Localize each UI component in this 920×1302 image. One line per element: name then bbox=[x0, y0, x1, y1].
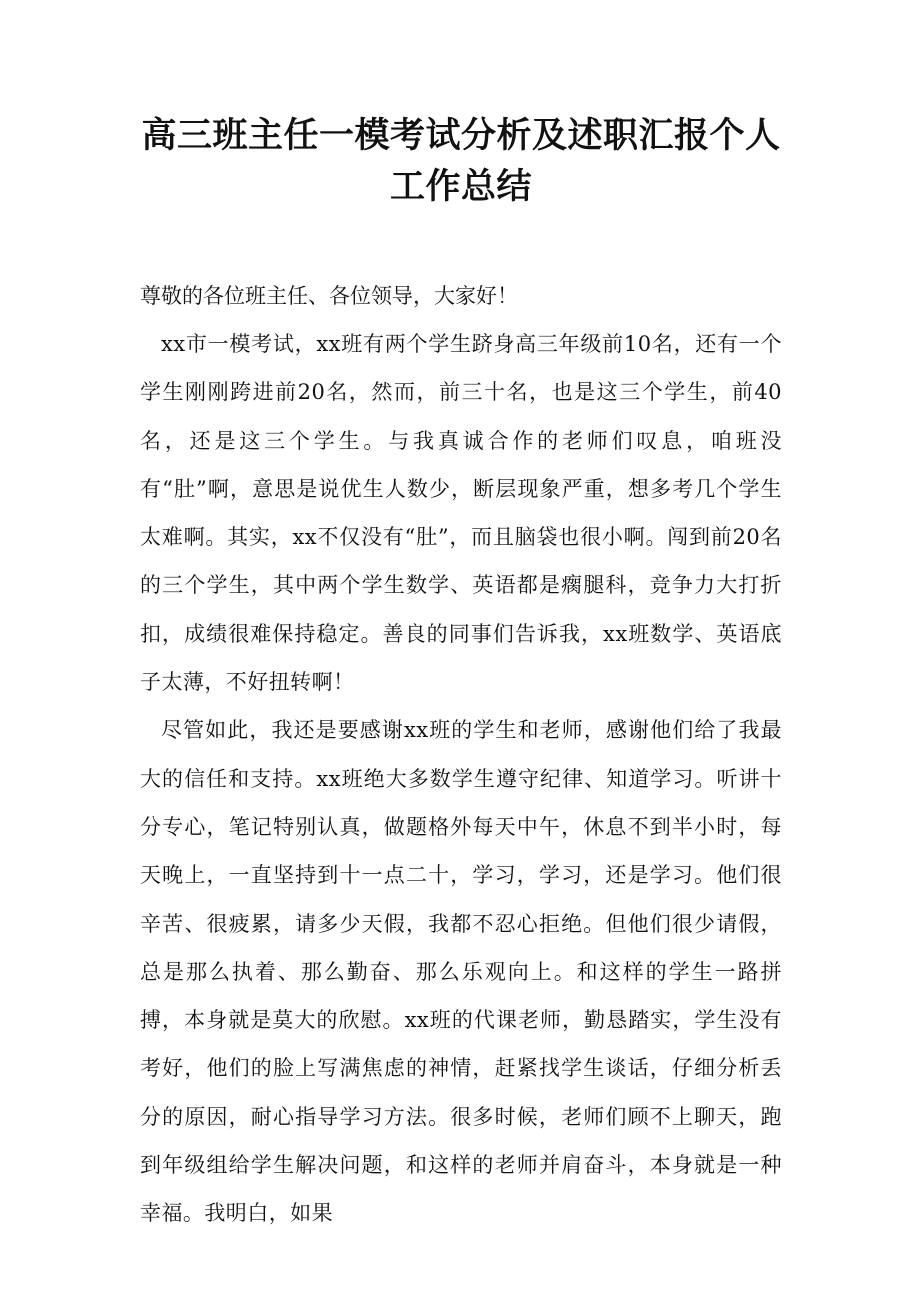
salutation: 尊敬的各位班主任、各位领导，大家好！ bbox=[140, 284, 518, 308]
paragraph-2: 尽管如此，我还是要感谢xx班的学生和老师，感谢他们给了我最大的信任和支持。xx班绝大多数学生遵守纪律、知道学习。听讲十分专心，笔记特别认真，做题格外每天中午，休息不到半小时，每天晚上，一直坚持到十一点二十，学习，学习，还是学习。他们很辛苦、很疲累，请多少天假，我都不忍心拒绝。但他们很少请假，总是那么执着、那么勤奋、那么乐观向上。和这样的学生一路拼搏，本身就是莫大的欣慰。xx班的代课老师，勤恳踏实，学生没有考好，他们的脸上写满焦虑的神情，赶紧找学生谈话，仔细分析丢分的原因，耐心指导学习方法。很多时候，老师们顾不上聊天，跑到年级组给学生解决问题，和这样的老师并肩奋斗，本身就是一种幸福。我明白，如果 bbox=[140, 718, 782, 1226]
title-line-1: 高三班主任一模考试分析及述职汇报个人 bbox=[141, 115, 781, 156]
title-line-2: 工作总结 bbox=[389, 166, 532, 207]
paragraph-1: xx市一模考试，xx班有两个学生跻身高三年级前10名，还有一个学生刚刚跨进前20名，然而，前三十名，也是这三个学生，前40名，还是这三个学生。与我真诚合作的老师们叹息，咱班没有“肚”啊，意思是说优生人数少，断层现象严重，想多考几个学生太难啊。其实，xx不仅没有“肚”，而且脑袋也很小啊。闯到前20名的三个学生，其中两个学生数学、英语都是瘸腿科，竞争力大打折扣，成绩很难保持稳定。善良的同事们告诉我，xx班数学、英语底子太薄，不好扭转啊！ bbox=[140, 332, 782, 695]
document-title bbox=[140, 110, 782, 212]
